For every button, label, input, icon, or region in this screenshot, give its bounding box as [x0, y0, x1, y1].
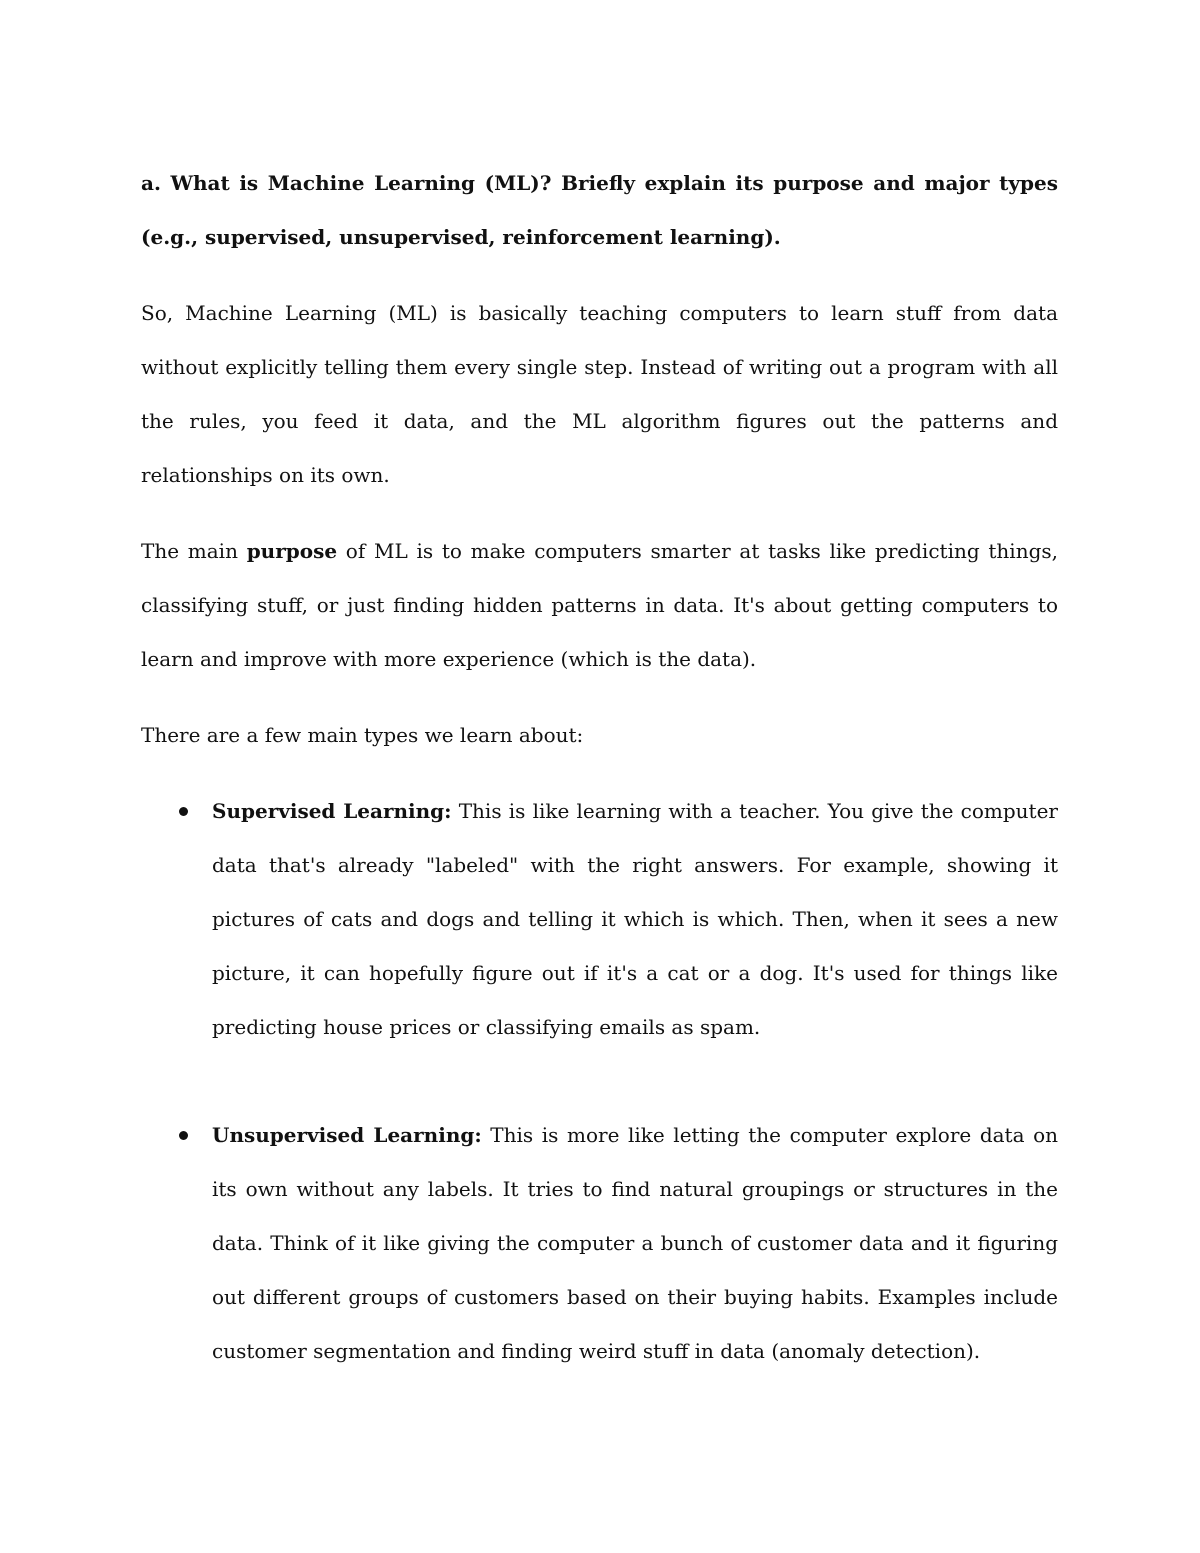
supervised-title: Supervised Learning: — [212, 799, 452, 823]
intro-paragraph: So, Machine Learning (ML) is basically teaching computers to learn stuff from data without explicitly telling them every single step. Instead of writing out a program with all the rules, you feed it data, and the ML algorithm figures out the patterns and relationships on its own. — [141, 301, 1058, 487]
bullet-icon — [179, 1131, 188, 1140]
purpose-bold-word: purpose — [246, 539, 338, 563]
unsupervised-title: Unsupervised Learning: — [212, 1123, 482, 1147]
question-heading: a. What is Machine Learning (ML)? Briefly explain its purpose and major types (e.g., supervised, unsupervised, reinforcement learning). — [141, 171, 1058, 249]
purpose-text-before: The main — [141, 539, 247, 563]
list-item-unsupervised — [141, 1108, 1058, 1378]
supervised-text: This is like learning with a teacher. You give the computer data that's already "labeled" with the right answers. For example, showing it pictures of cats and dogs and telling it which is which. Then, when it sees a new picture, it can hopefully figure out if it's a cat or a dog. It's used for things like predicting house prices or classifying emails as spam. — [212, 799, 1058, 1039]
list-item-supervised — [141, 784, 1058, 1054]
document-page — [141, 156, 1058, 1378]
types-list — [141, 784, 1058, 1378]
unsupervised-text: This is more like letting the computer explore data on its own without any labels. It tries to find natural groupings or structures in the data. Think of it like giving the computer a bunch of customer data and it figuring out different groups of customers based on their buying habits. Examples include customer segmentation and finding weird stuff in data (anomaly detection). — [212, 1123, 1058, 1363]
bullet-icon — [179, 807, 188, 816]
purpose-paragraph — [141, 524, 1058, 686]
types-intro-paragraph: There are a few main types we learn about: — [141, 723, 584, 747]
purpose-text-after: of ML is to make computers smarter at tasks like predicting things, classifying stuff, or just finding hidden patterns in data. It's about getting computers to learn and improve with more experience (which is the data). — [141, 539, 1058, 671]
